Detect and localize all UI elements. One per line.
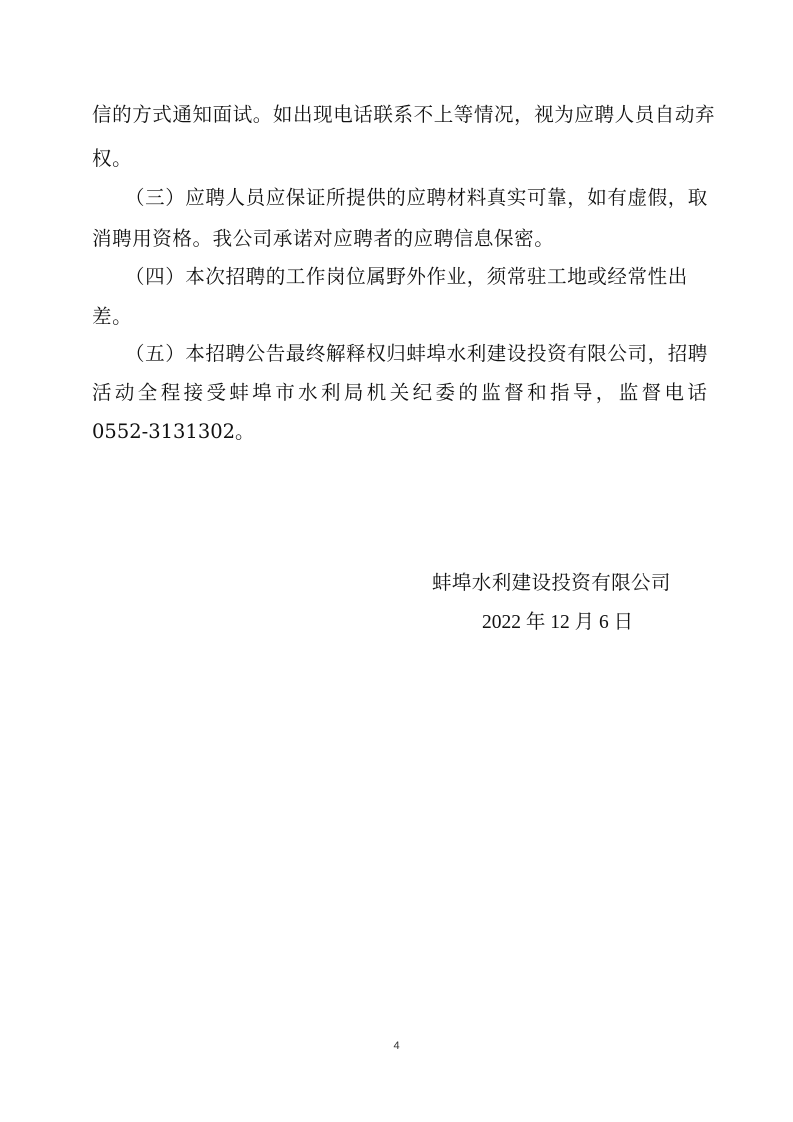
paragraph-line: 消聘用资格。我公司承诺对应聘者的应聘信息保密。 — [92, 227, 555, 250]
paragraph-line: 权。 — [92, 147, 133, 170]
paragraph-line: 信的方式通知面试。如出现电话联系不上等情况，视为应聘人员自动弃 — [92, 103, 716, 126]
signature-company: 蚌埠水利建设投资有限公司 — [432, 571, 671, 594]
paragraph-line: （三）应聘人员应保证所提供的应聘材料真实可靠，如有虚假，取 — [125, 186, 708, 209]
paragraph-line: 差。 — [92, 305, 133, 328]
paragraph-line: （五）本招聘公告最终解释权归蚌埠水利建设投资有限公司，招聘 — [125, 342, 708, 365]
paragraph-line: （四）本次招聘的工作岗位属野外作业，须常驻工地或经常性出 — [125, 265, 688, 288]
page-number: 4 — [393, 1040, 400, 1052]
paragraph-line: 活动全程接受蚌埠市水利局机关纪委的监督和指导，监督电话 — [92, 381, 711, 404]
paragraph-line: 0552-3131302。 — [92, 420, 255, 443]
signature-date: 2022 年 12 月 6 日 — [482, 612, 634, 633]
